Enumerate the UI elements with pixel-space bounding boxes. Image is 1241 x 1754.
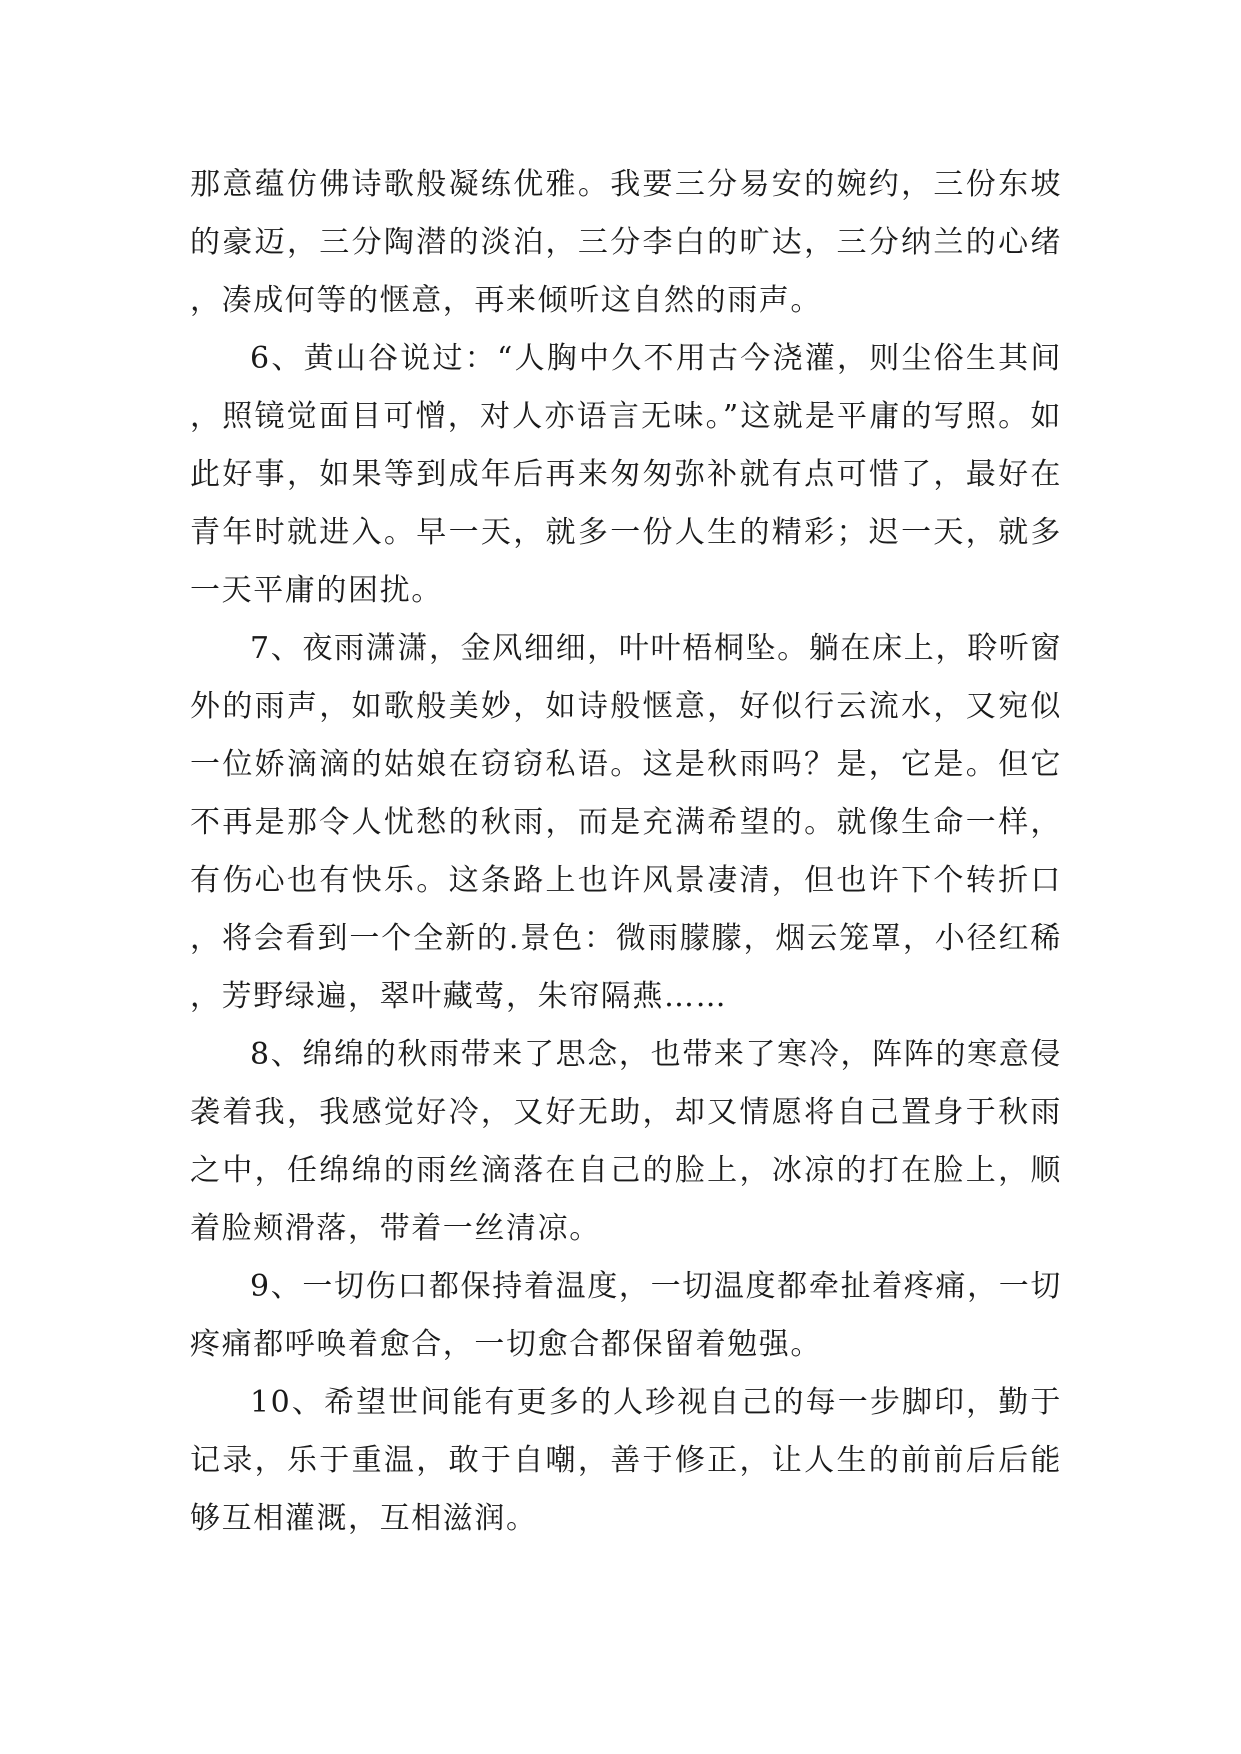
paragraph-6: 6、黄山谷说过：“人胸中久不用古今浇灌，则尘俗生其间，照镜觉面目可憎，对人亦语言无味。”这就是平庸的写照。如此好事，如果等到成年后再来匆匆弥补就有点可惜了，最好在青年时就进入。早一天，就多一份人生的精彩；迟一天，就多一天平庸的困扰。 bbox=[190, 341, 1062, 608]
paragraph-8: 8、绵绵的秋雨带来了思念，也带来了寒冷，阵阵的寒意侵袭着我，我感觉好冷，又好无助，却又情愿将自己置身于秋雨之中，任绵绵的雨丝滴落在自己的脸上，冰凉的打在脸上，顺着脸颊滑落，带着一丝清凉。 bbox=[190, 1037, 1062, 1246]
paragraph-10: 10、希望世间能有更多的人珍视自己的每一步脚印，勤于记录，乐于重温，敢于自嘲，善于修正，让人生的前前后后能够互相灌溉，互相滋润。 bbox=[190, 1385, 1062, 1536]
paragraph-continuation: 那意蕴仿佛诗歌般凝练优雅。我要三分易安的婉约，三份东坡的豪迈，三分陶潜的淡泊，三分李白的旷达，三分纳兰的心绪，凑成何等的惬意，再来倾听这自然的雨声。 bbox=[190, 167, 1062, 318]
document-body bbox=[190, 156, 1062, 1548]
paragraph-7: 7、夜雨潇潇，金风细细，叶叶梧桐坠。躺在床上，聆听窗外的雨声，如歌般美妙，如诗般惬意，好似行云流水，又宛似一位娇滴滴的姑娘在窃窃私语。这是秋雨吗？是，它是。但它不再是那令人忧愁的秋雨，而是充满希望的。就像生命一样，有伤心也有快乐。这条路上也许风景凄清，但也许下个转折口，将会看到一个全新的.景色：微雨朦朦，烟云笼罩，小径红稀，芳野绿遍，翠叶藏莺，朱帘隔燕…… bbox=[190, 631, 1062, 1014]
paragraph-9: 9、一切伤口都保持着温度，一切温度都牵扯着疼痛，一切疼痛都呼唤着愈合，一切愈合都保留着勉强。 bbox=[190, 1269, 1062, 1362]
